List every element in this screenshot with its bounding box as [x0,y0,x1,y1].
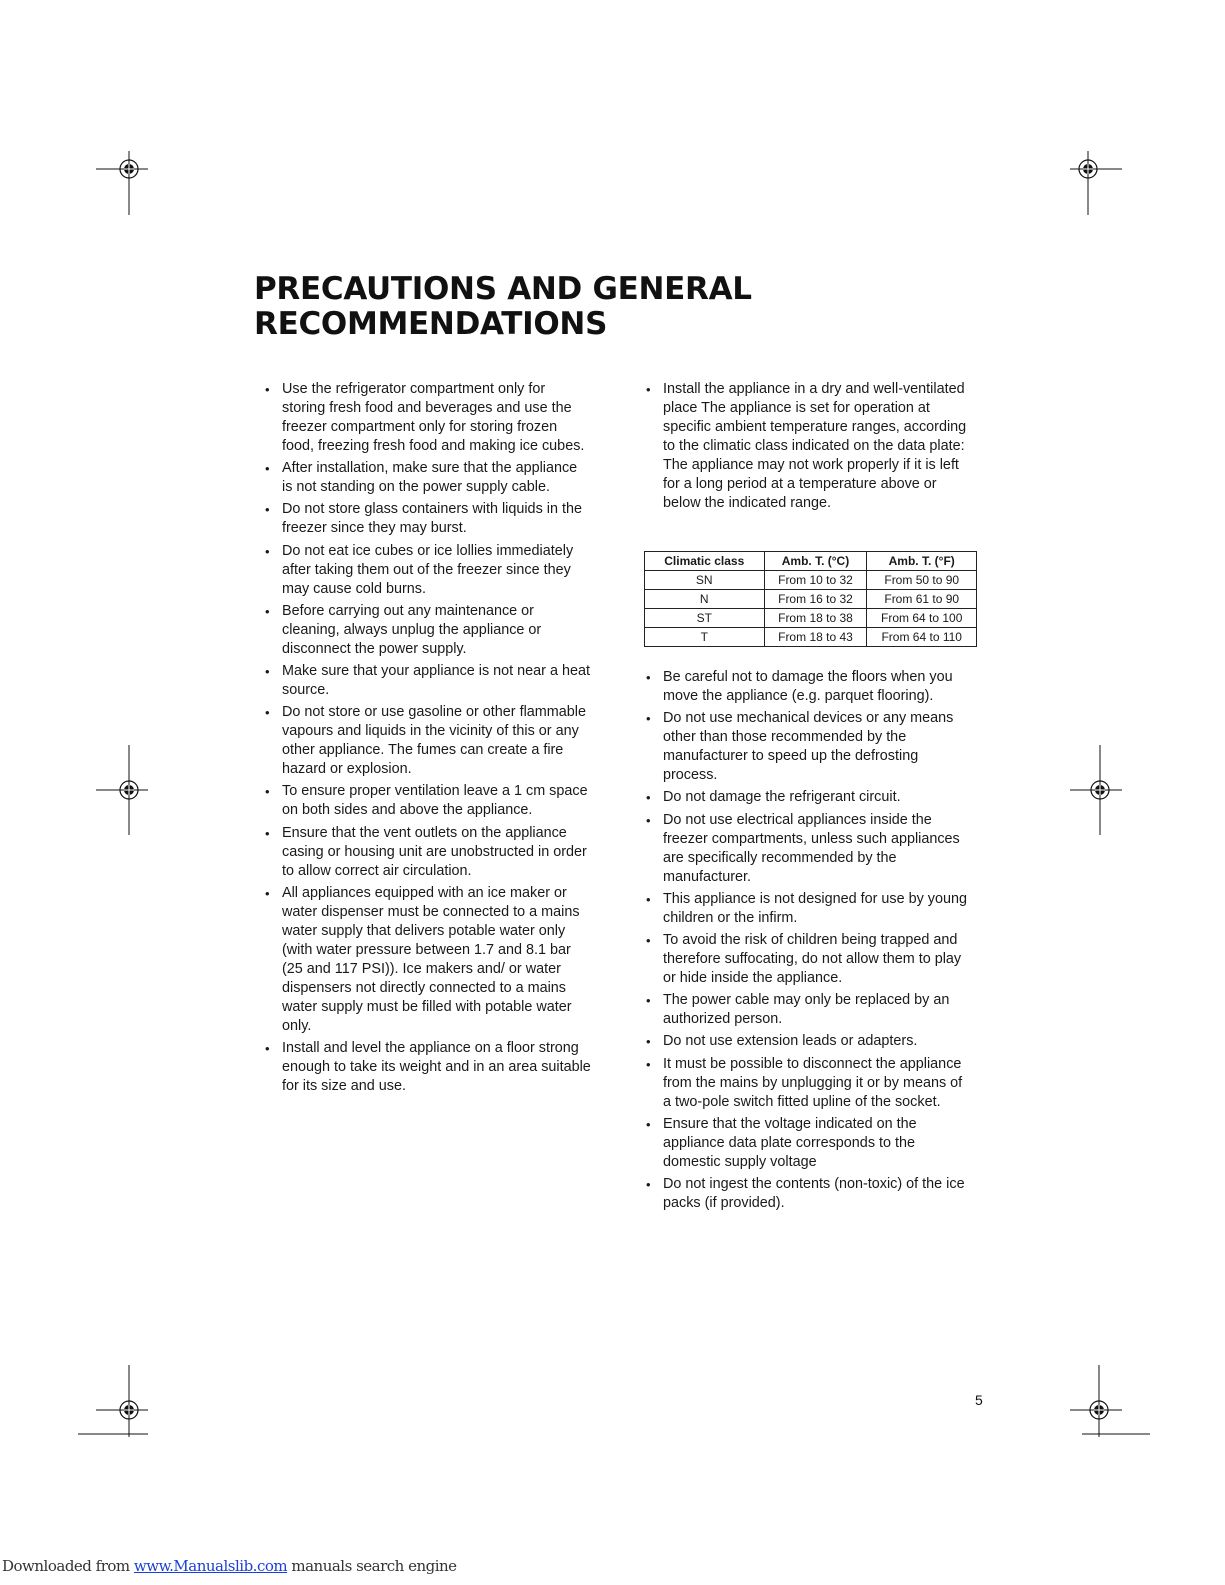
table-row [645,628,977,647]
list-item: • Make sure that your appliance is not near a heat source. [265,662,591,700]
registration-mark-icon [1070,745,1134,837]
table-cell: From 64 to 100 [867,609,977,628]
table-row [645,590,977,609]
list-item: • Do not use extension leads or adapters. [646,1032,972,1051]
title-line-2: RECOMMENDATIONS [254,306,608,342]
right-precautions-list [646,668,972,1213]
table-cell: From 61 to 90 [867,590,977,609]
list-item: • Be careful not to damage the floors when you move the appliance (e.g. parquet flooring). [646,668,972,706]
left-precautions-list [265,380,591,1096]
registration-mark-icon [1070,137,1134,217]
registration-mark-icon [1070,1365,1152,1437]
table-cell: From 50 to 90 [867,571,977,590]
list-item: • Do not ingest the contents (non-toxic) of the ice packs (if provided). [646,1175,972,1213]
right-column-intro [646,380,972,516]
footer-prefix: Downloaded from [2,1557,134,1575]
table-cell: SN [645,571,765,590]
page-number: 5 [975,1392,983,1408]
list-item: • After installation, make sure that the appliance is not standing on the power supply cable. [265,459,591,497]
list-item: • The power cable may only be replaced by an authorized person. [646,991,972,1029]
table-cell: ST [645,609,765,628]
list-item: • Ensure that the voltage indicated on the appliance data plate corresponds to the domestic supply voltage [646,1115,972,1172]
left-column [265,380,591,1099]
registration-mark-icon [96,745,160,837]
title-line-1: PRECAUTIONS AND GENERAL [254,271,752,307]
list-item: • Install and level the appliance on a floor strong enough to take its weight and in an area suitable for its size and use. [265,1039,591,1096]
table-cell: From 10 to 32 [764,571,867,590]
footer-suffix: manuals search engine [287,1557,457,1575]
list-item: • Ensure that the vent outlets on the appliance casing or housing unit are unobstructed in order to allow correct air circulation. [265,824,591,881]
list-item: • Before carrying out any maintenance or cleaning, always unplug the appliance or disconnect the power supply. [265,602,591,659]
registration-mark-icon [78,1365,160,1437]
list-item: • Do not store or use gasoline or other flammable vapours and liquids in the vicinity of this or any other appliance. The fumes can create a fire hazard or explosion. [265,703,591,779]
list-item: • Use the refrigerator compartment only for storing fresh food and beverages and use the freezer compartment only for storing frozen food, freezing fresh food and making ice cubes. [265,380,591,456]
list-item: • Install the appliance in a dry and well-ventilated place The appliance is set for operation at specific ambient temperature ranges, according to the climatic class indicated on the data plate: The appliance may not work properly if it is left for a long period at a temperature above or below the indicated range. [646,380,972,513]
list-item: • This appliance is not designed for use by young children or the infirm. [646,890,972,928]
list-item: • Do not damage the refrigerant circuit. [646,788,972,807]
list-item: • Do not store glass containers with liquids in the freezer since they may burst. [265,500,591,538]
manualslib-link[interactable]: www.Manualslib.com [133,1557,288,1575]
table-cell: T [645,628,765,647]
list-item: • Do not eat ice cubes or ice lollies immediately after taking them out of the freezer since they may cause cold burns. [265,542,591,599]
page-title [254,272,752,342]
table-header-cell: Climatic class [645,552,765,571]
list-item: • Do not use electrical appliances inside the freezer compartments, unless such appliances are specifically recommended by the manufacturer. [646,811,972,887]
table-cell: From 16 to 32 [764,590,867,609]
right-column [646,668,972,1216]
table-header-row [645,552,977,571]
table-cell: From 18 to 43 [764,628,867,647]
table-header-cell: Amb. T. (°F) [867,552,977,571]
table-cell: From 18 to 38 [764,609,867,628]
climatic-class-table [644,551,977,647]
installation-list [646,380,972,513]
download-footer [2,1557,457,1575]
list-item: • All appliances equipped with an ice maker or water dispenser must be connected to a mains water supply that delivers potable water only (with water pressure between 1.7 and 8.1 bar (25 and 117 PSI)). Ice makers and/ or water dispensers not directly connected to a mains water supply must be filled with potable water only. [265,884,591,1036]
list-item: • It must be possible to disconnect the appliance from the mains by unplugging it or by means of a two-pole switch fitted upline of the socket. [646,1055,972,1112]
table-header-cell: Amb. T. (°C) [764,552,867,571]
list-item: • Do not use mechanical devices or any means other than those recommended by the manufacturer to speed up the defrosting process. [646,709,972,785]
list-item: • To avoid the risk of children being trapped and therefore suffocating, do not allow them to play or hide inside the appliance. [646,931,972,988]
table-row [645,571,977,590]
list-item: • To ensure proper ventilation leave a 1 cm space on both sides and above the appliance. [265,782,591,820]
table-cell: From 64 to 110 [867,628,977,647]
table-row [645,609,977,628]
table-cell: N [645,590,765,609]
registration-mark-icon [96,137,160,217]
